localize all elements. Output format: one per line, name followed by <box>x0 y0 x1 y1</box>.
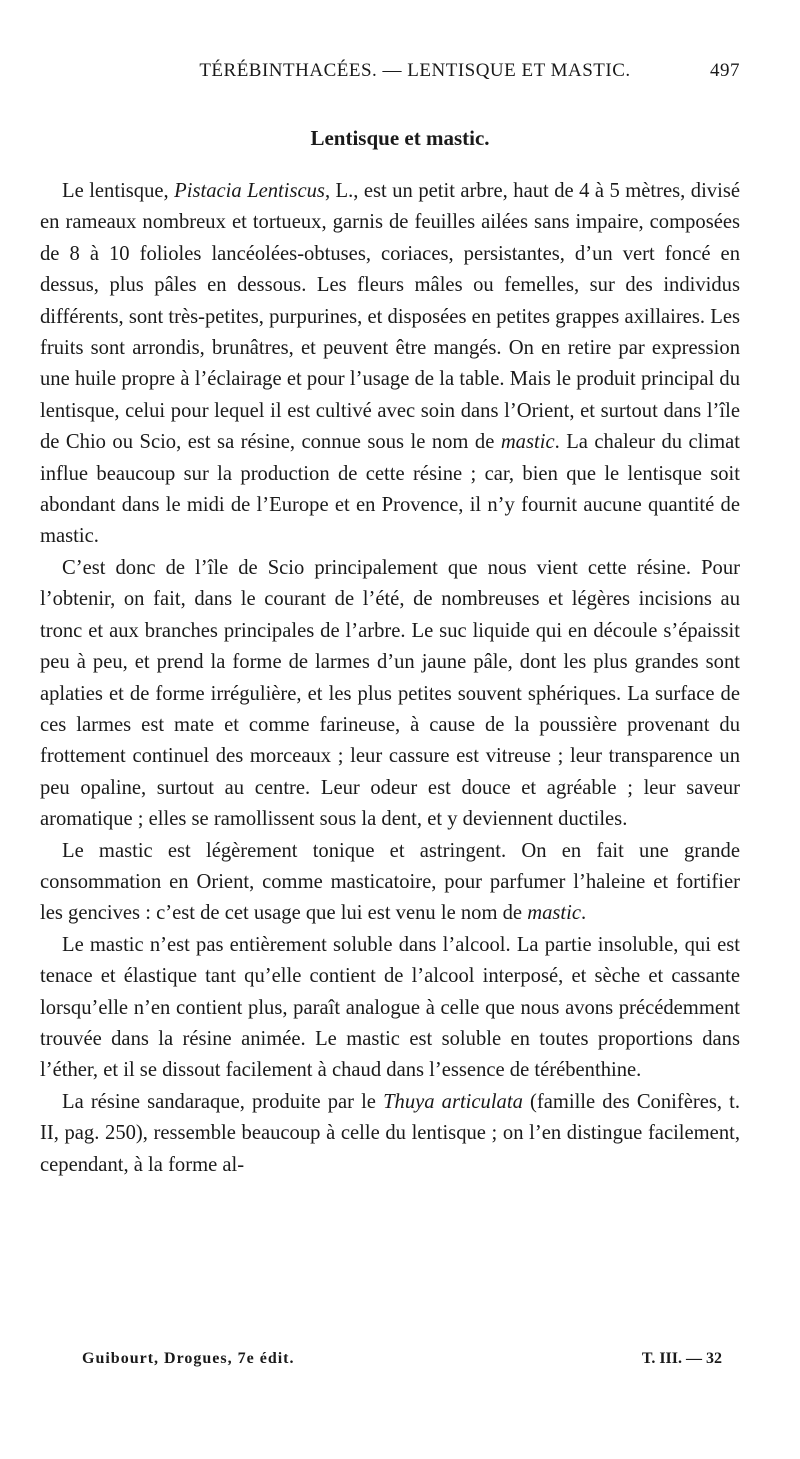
page-footer <box>82 1350 722 1368</box>
running-head <box>40 60 740 82</box>
section-title: Lentisque et mastic. <box>310 126 490 150</box>
text-run: Le mastic n’est pas entièrement soluble dans l’alcool. La partie insoluble, qui est tenace et élastique tant qu’elle contient de l’alcool interposé, et sèche et cassante lorsqu’elle n’en contient plus, paraît analogue à celle que nous avons précédemment trouvée dans la résine animée. Le mastic est soluble en toutes proportions dans l’éther, et il se dissout facilement à chaud dans l’essence de térébenthine. <box>40 933 740 1082</box>
tome-marker: T. III. — 32 <box>641 1350 722 1367</box>
text-run: Le mastic est légèrement tonique et astringent. On en fait une grande consommation en Orient, comme masticatoire, pour parfumer l’haleine et fortifier les gencives : c’est de cet usage que lui est venu le nom de <box>40 839 740 925</box>
running-title: TÉRÉBINTHACÉES. — LENTISQUE ET MASTIC. <box>199 60 631 81</box>
printer-signature: Guibourt, Drogues, 7e édit. <box>82 1350 295 1367</box>
text-run: La résine sandaraque, produite par le <box>62 1090 384 1113</box>
paragraph-2 <box>40 553 740 836</box>
species-name: Thuya articulata <box>383 1090 523 1113</box>
text-run: , L., est un petit arbre, haut de 4 à 5 mètres, divisé en rameaux nombreux et tortueux, garnis de feuilles ailées sans impaire, composées de 8 à 10 folioles lancéolées-obtuses, coriaces, persistantes, d’un vert foncé en dessus, plus pâles en dessous. Les fleurs mâles ou femelles, sur des individus différents, sont très-petites, purpurines, et disposées en petites grappes axillaires. Les fruits sont arrondis, brunâtres, et peuvent être mangés. On en retire par expression une huile propre à l’éclairage et pour l’usage de la table. Mais le produit principal du lentisque, celui pour lequel il est cultivé avec soin dans l’Orient, et surtout dans l’île de Chio ou Scio, est sa résine, connue sous le nom de <box>40 180 740 454</box>
paragraph-3 <box>40 836 740 930</box>
species-name: Pistacia Lentiscus <box>174 180 325 202</box>
text-run: (famille des Conifères, t. II, pag. 250), ressemble beaucoup à celle du lentisque ; on l’en distingue facilement, cependant, à la forme al- <box>40 1090 741 1176</box>
body-text <box>40 176 740 1181</box>
paragraph-4 <box>40 930 740 1087</box>
text-run: Le lentisque, <box>62 180 175 202</box>
page-number: 497 <box>710 60 740 81</box>
paragraph-5 <box>40 1087 740 1181</box>
text-run: . La chaleur du climat influe beaucoup sur la production de cette résine ; car, bien que le lentisque soit abondant dans le midi de l’Europe et en Provence, il n’y fournit aucune quantité de mastic. <box>40 431 740 548</box>
term-mastic: mastic <box>527 902 582 925</box>
paragraph-1 <box>40 176 740 553</box>
term-mastic: mastic <box>500 431 555 454</box>
text-run: . <box>581 902 587 925</box>
text-run: C’est donc de l’île de Scio principalement que nous vient cette résine. Pour l’obtenir, on fait, dans le courant de l’été, de nombreuses et légères incisions au tronc et aux branches principales de l’arbre. Le suc liquide qui en découle s’épaissit peu à peu, et prend la forme de larmes d’un jaune pâle, dont les plus grandes sont aplaties et de forme irrégulière, et les plus petites souvent sphériques. La surface de ces larmes est mate et comme farineuse, à cause de la poussière provenant du frottement continuel des morceaux ; leur cassure est vitreuse ; leur transparence un peu opaline, surtout au centre. Leur odeur est douce et agréable ; leur saveur aromatique ; elles se ramollissent sous la dent, et y deviennent ductiles. <box>40 556 740 831</box>
